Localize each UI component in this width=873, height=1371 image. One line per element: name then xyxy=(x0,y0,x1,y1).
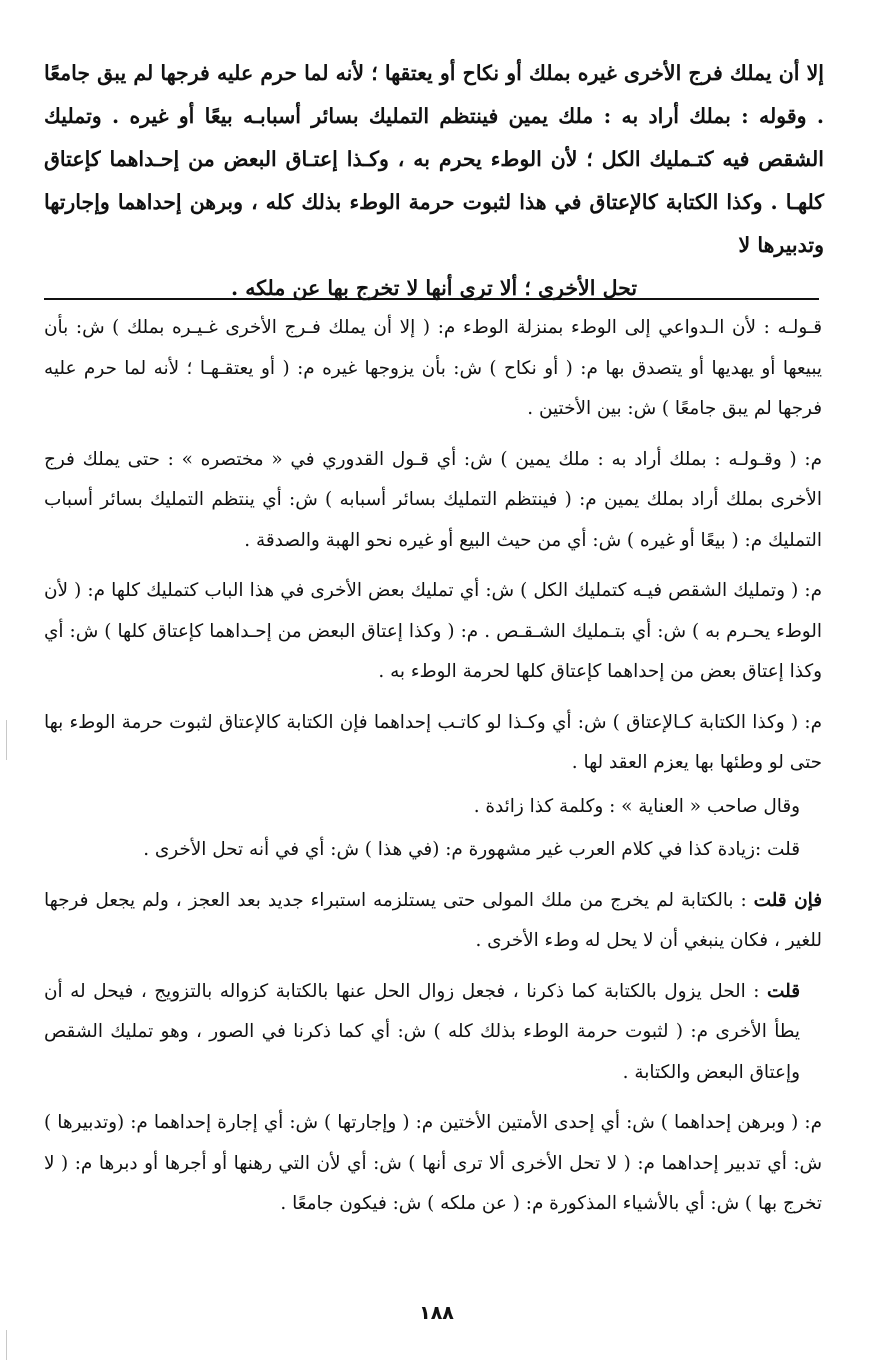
main-text-paragraph: إلا أن يملك فرج الأخرى غيره بملك أو نكاح أو يعتقها ؛ لأنه لما حرم عليه فرجها لم يبق جامعًا . وقوله : بملك أراد به : ملك يمين فينتظم التمليك بسائر أسبابـه بيعًا أو غيره . وتمليك الشقص فيه كتـمليك الكل ؛ لأن الوطء يحرم به ، وكـذا إعتـاق البعض من إحـداهما كإعتاق كلهـا . وكذا الكتابة كالإعتاق في هذا لثبوت حرمة الوطء بذلك كله ، وبرهن إحداهما وإجارتها وتدبيرها لا xyxy=(44,61,824,257)
commentary-paragraph: قلت :زيادة كذا في كلام العرب غير مشهورة م: (في هذا ) ش: أي في أنه تحل الأخرى . xyxy=(143,839,800,860)
commentary-paragraph: م: ( وقـولـه : بملك أراد به : ملك يمين ) ش: أي قـول القدوري في « مختصره » : حتى يملك فرج الأخرى بملك أراد بملك يمين م: ( فينتظم التمليك بسائر أسبابه ) ش: أي ينتظم التمليك بسائر أسباب التمليك م: ( بيعًا أو غيره ) ش: أي من حيث البيع أو غيره نحو الهبة والصدقة . xyxy=(44,448,822,551)
answer-text: : الحل يزول بالكتابة كما ذكرنا ، فجعل زوال الحل عنها بالكتابة كزواله بالتزويج ، فيحل له أن يطأ الأخرى م: ( لثبوت حرمة الوطء بذلك كله ) ش: أي كما ذكرنا في الصور ، وهو تمليك الشقص وإعتاق البعض والكتابة . xyxy=(44,980,800,1083)
commentary-paragraph: م: ( وبرهن إحداهما ) ش: أي إحدى الأمتين الأختين م: ( وإجارتها ) ش: أي إجارة إحداهما م: (وتدبيرها ) ش: أي تدبير إحداهما م: ( لا تحل الأخرى ألا ترى أنها ) ش: أي لأن التي رهنها أو أجرها أو دبرها م: ( لا تخرج بها ) ش: أي بالأشياء المذكورة م: ( عن ملكه ) ش: فيكون جامعًا . xyxy=(44,1112,822,1214)
answer-lead: قلت xyxy=(767,980,800,1002)
scan-edge-mark xyxy=(6,720,7,760)
main-text xyxy=(44,52,824,310)
main-text-last-line: تحل الأخرى ؛ ألا ترى أنها لا تخرج بها عن ملكه . xyxy=(230,276,638,300)
question-text: : بالكتابة لم يخرج من ملك المولى حتى يستلزمه استبراء جديد بعد العجز ، ولم يجعل فرجها للغير ، فكان ينبغي أن لا يحل له وطء الأخرى . xyxy=(44,889,822,951)
commentary-paragraph: قـولـه : لأن الـدواعي إلى الوطء بمنزلة الوطء م: ( إلا أن يملك فـرج الأخرى غـيـره بملك ) ش: بأن يبيعها أو يهديها أو يتصدق بها م: ( أو نكاح ) ش: بأن يزوجها غيره م: ( أو يعتقـهـا ؛ لأنه لما حرم عليه فرجها لم يبق جامعًا ) ش: بين الأختين . xyxy=(44,317,822,419)
commentary-paragraph: وقال صاحب « العناية » : وكلمة كذا زائدة . xyxy=(473,795,800,817)
commentary-paragraph: م: ( وتمليك الشقص فيـه كتمليك الكل ) ش: أي تمليك بعض الأخرى في هذا الباب كتمليك كلها م: ( لأن الوطء يحـرم به ) ش: أي بتـمليك الشـقـص . م: ( وكذا إعتاق البعض من إحـداهما كإعتاق كلها ) ش: أي وكذا إعتاق بعض من إحداهما كإعتاق كلها لحرمة الوطء به . xyxy=(44,580,822,682)
commentary-paragraph: م: ( وكذا الكتابة كـالإعتاق ) ش: أي وكـذا لو كاتـب إحداهما فإن الكتابة كالإعتاق لثبوت حرمة الوطء بها حتى لو وطئها بها يعزم العقد لها . xyxy=(44,711,822,773)
page-number: ١٨٨ xyxy=(419,1302,454,1324)
commentary-paragraph xyxy=(44,972,822,1094)
question-lead: فإن قلت xyxy=(753,889,822,911)
commentary-paragraph xyxy=(44,881,822,962)
scan-edge-mark xyxy=(6,1330,7,1360)
separator-rule xyxy=(44,298,819,300)
commentary xyxy=(44,308,822,1235)
